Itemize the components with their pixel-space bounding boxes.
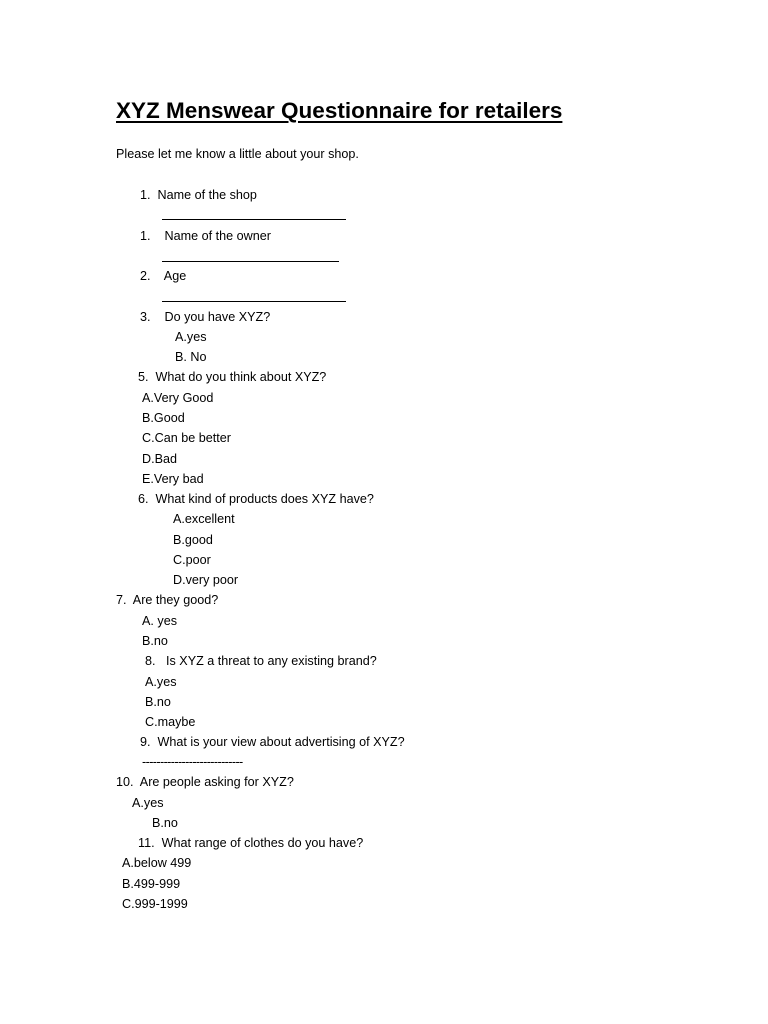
option-text: B.499-999 — [122, 877, 181, 891]
option-text: A. yes — [142, 614, 177, 628]
option-text: A.yes — [145, 675, 177, 689]
answer-line-owner-name — [162, 261, 339, 262]
option-text: A.yes — [132, 796, 164, 810]
option-text: D.very poor — [173, 573, 239, 587]
question-have-xyz: 3. Do you have XYZ? — [140, 310, 271, 324]
option-text: A.below 499 — [122, 856, 192, 870]
question-products: 6. What kind of products does XYZ have? — [138, 492, 374, 506]
question-threat: 8. Is XYZ a threat to any existing brand? — [145, 654, 377, 668]
option-text: A.excellent — [173, 512, 235, 526]
answer-line-age — [162, 301, 346, 302]
option-text: A.Very Good — [142, 391, 214, 405]
question-opinion: 5. What do you think about XYZ? — [138, 370, 327, 384]
option-text: B.no — [152, 816, 178, 830]
option-text: B.no — [142, 634, 168, 648]
option-text: C.999-1999 — [122, 897, 188, 911]
intro-text: Please let me know a little about your shop. — [116, 147, 359, 161]
option-text: E.Very bad — [142, 472, 204, 486]
question-price-range: 11. What range of clothes do you have? — [138, 836, 364, 850]
question-owner-name: 1. Name of the owner — [140, 229, 271, 243]
option-text: C.maybe — [145, 715, 196, 729]
option-text: A.yes — [175, 330, 207, 344]
option-text: C.poor — [173, 553, 211, 567]
answer-line-shop-name — [162, 219, 346, 220]
option-text: B.Good — [142, 411, 185, 425]
question-shop-name: 1. Name of the shop — [140, 188, 257, 202]
option-text: B. No — [175, 350, 207, 364]
question-age: 2. Age — [140, 269, 187, 283]
page-title: XYZ Menswear Questionnaire for retailers — [116, 98, 563, 123]
option-text: D.Bad — [142, 452, 178, 466]
option-text: B.no — [145, 695, 171, 709]
option-text: C.Can be better — [142, 431, 231, 445]
option-text: B.good — [173, 533, 213, 547]
question-good: 7. Are they good? — [116, 593, 219, 607]
question-advertising: 9. What is your view about advertising of XYZ? — [140, 735, 405, 749]
answer-dashes: ---------------------------- — [142, 755, 243, 769]
question-people-asking: 10. Are people asking for XYZ? — [116, 775, 294, 789]
